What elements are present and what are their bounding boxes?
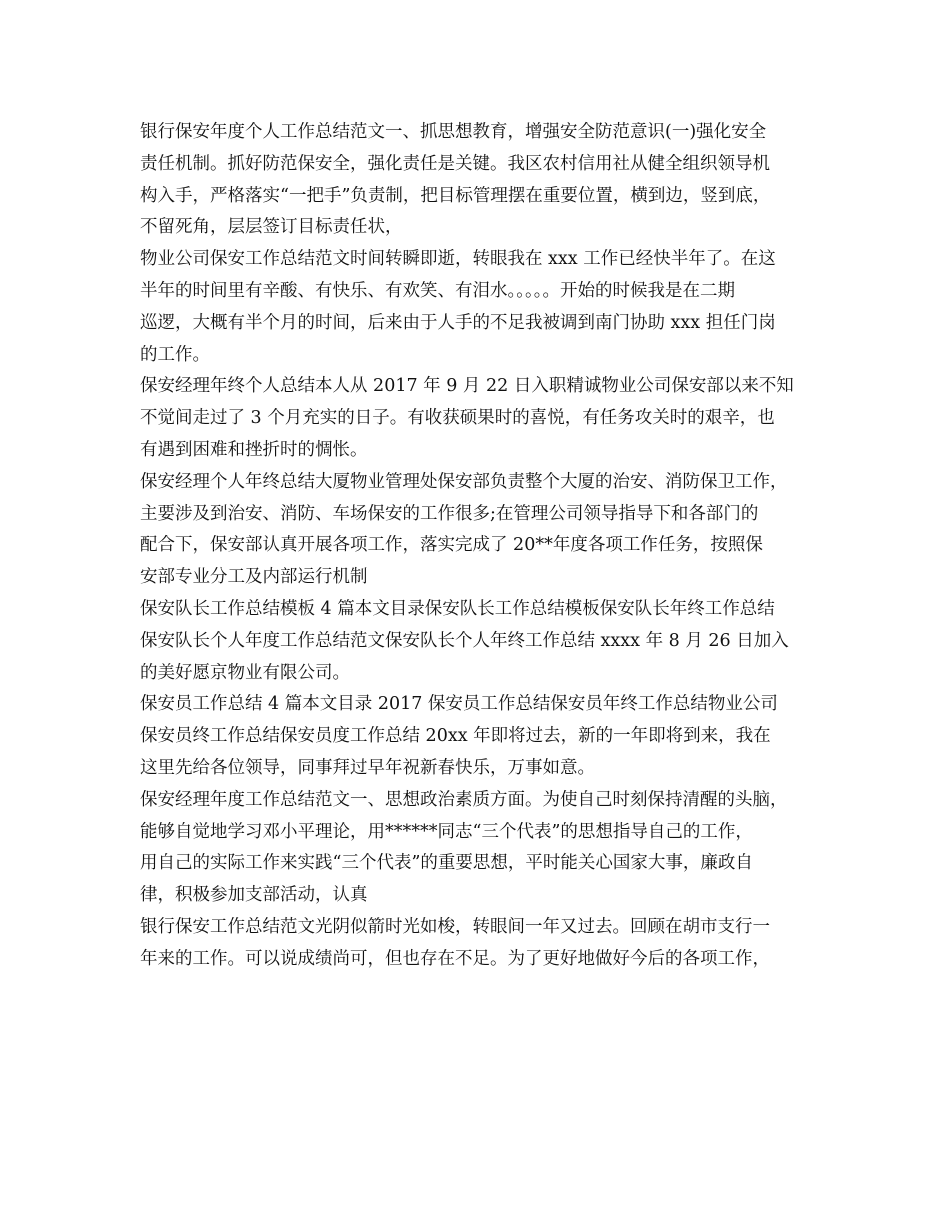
text-line: 能够自觉地学习邓小平理论，用******同志“三个代表”的思想指导自己的工作， — [140, 821, 753, 842]
text-line: 银行保安工作总结范文光阴似箭时光如梭，转眼间一年又过去。回顾在胡市支行一 — [140, 916, 770, 937]
text-line: 保安经理年终个人总结本人从 2017 年 9 月 22 日入职精诚物业公司保安部以来不知 — [140, 376, 794, 397]
text-line: 保安员终工作总结保安员度工作总结 20xx 年即将过去，新的一年即将到来，我在 — [140, 726, 771, 747]
text-line: 安部专业分工及内部运行机制 — [140, 567, 368, 588]
text-line: 巡逻，大概有半个月的时间，后来由于人手的不足我被调到南门协助 xxx 担任门岗 — [140, 312, 776, 333]
text-line: 的美好愿京物业有限公司。 — [140, 662, 350, 683]
text-line: 律，积极参加支部活动，认真 — [140, 885, 368, 906]
text-line: 构入手，严格落实“一把手”负责制，把目标管理摆在重要位置，横到边，竖到底， — [140, 185, 771, 206]
text-line: 保安队长个人年度工作总结范文保安队长个人年终工作总结 xxxx 年 8 月 26 日加入 — [140, 630, 789, 651]
text-line: 有遇到困难和挫折时的惆怅。 — [140, 439, 368, 460]
text-line: 半年的时间里有辛酸、有快乐、有欢笑、有泪水。。。。。开始的时候我是在二期 — [140, 280, 735, 301]
text-line: 保安队长工作总结模板 4 篇本文目录保安队长工作总结模板保安队长年终工作总结 — [140, 598, 775, 619]
text-line: 责任机制。抓好防范保安全，强化责任是关键。我区农村信用社从健全组织领导机 — [140, 153, 770, 174]
text-line: 主要涉及到治安、消防、车场保安的工作很多;在管理公司领导指导下和各部门的 — [140, 503, 759, 524]
text-line: 不留死角，层层签订目标责任状， — [140, 217, 403, 238]
text-line: 配合下，保安部认真开展各项工作，落实完成了 20**年度各项工作任务，按照保 — [140, 535, 763, 556]
text-line: 物业公司保安工作总结范文时间转瞬即逝，转眼我在 xxx 工作已经快半年了。在这 — [140, 249, 776, 270]
text-line: 这里先给各位领导，同事拜过早年祝新春快乐，万事如意。 — [140, 757, 595, 778]
text-line: 不觉间走过了 3 个月充实的日子。有收获硕果时的喜悦，有任务攻关时的艰辛，也 — [140, 408, 775, 429]
text-line: 的工作。 — [140, 344, 210, 365]
text-line: 银行保安年度个人工作总结范文一、抓思想教育，增强安全防范意识(一)强化安全 — [140, 122, 767, 142]
text-line: 保安经理年度工作总结范文一、思想政治素质方面。为使自己时刻保持清醒的头脑， — [140, 789, 788, 810]
text-line: 年来的工作。可以说成绩尚可，但也存在不足。为了更好地做好今后的各项工作， — [140, 948, 770, 969]
text-line: 保安经理个人年终总结大厦物业管理处保安部负责整个大厦的治安、消防保卫工作， — [140, 471, 788, 492]
text-line: 保安员工作总结 4 篇本文目录 2017 保安员工作总结保安员年终工作总结物业公司 — [140, 694, 778, 715]
document-body — [140, 117, 820, 976]
text-line: 用自己的实际工作来实践“三个代表”的重要思想，平时能关心国家大事，廉政自 — [140, 853, 753, 874]
